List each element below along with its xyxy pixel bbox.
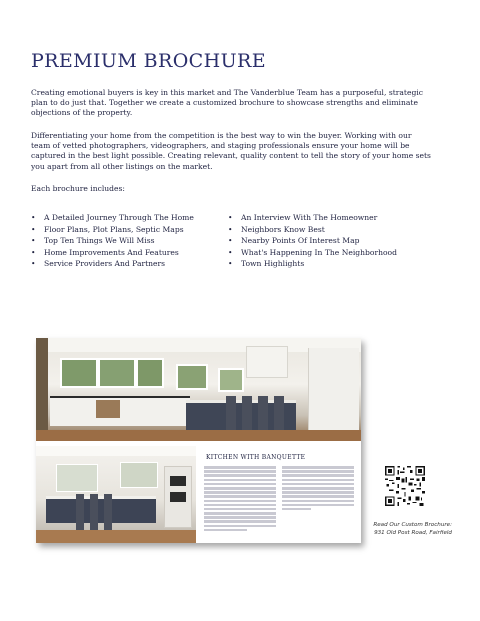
brochure-section-title: KITCHEN WITH BANQUETTE: [206, 454, 306, 461]
page-title: PREMIUM BROCHURE: [31, 50, 266, 72]
list-item: • Nearby Points Of Interest Map: [228, 236, 360, 246]
list-item: • Top Ten Things We Will Miss: [31, 236, 155, 246]
list-item: • Home Improvements And Features: [31, 247, 179, 257]
list-item: • Floor Plans, Plot Plans, Septic Maps: [31, 224, 184, 234]
banquette-photo: [36, 446, 196, 543]
differentiation-paragraph: Differentiating your home from the competition is the best way to win the buyer. Working with our team of vetted photographers, videographers, and staging professionals ensure your home will be captured in the best light possible. Creating relevant, quality content to tell the story of your home sets you apart from all other listings on the market.: [31, 131, 431, 171]
qr-caption-address: 931 Old Post Road, Fairfield: [374, 529, 452, 536]
brochure-sample-image: [36, 338, 361, 543]
intro-paragraph: Creating emotional buyers is key in this market and The Vanderblue Team has a purposeful, strategic plan to do just that. Together we create a customized brochure to showcase strengths and eliminate objections of the property.: [31, 88, 424, 118]
kitchen-photo: [36, 338, 361, 441]
brochure-body-text-right: [282, 466, 354, 512]
list-item: • A Detailed Journey Through The Home: [31, 213, 194, 222]
list-item: • Town Highlights: [228, 259, 305, 269]
brochure-features-list-left: [31, 212, 221, 270]
brochure-features-list-right: [228, 212, 398, 270]
qr-caption-line-1: Read Our Custom Brochure:: [373, 522, 452, 528]
list-item: • Service Providers And Partners: [31, 259, 166, 269]
list-item: • An Interview With The Homeowner: [228, 213, 378, 222]
qr-caption: [362, 522, 452, 537]
list-item: • What's Happening In The Neighborhood: [228, 247, 397, 257]
includes-lead-in: Each brochure includes:: [31, 184, 125, 193]
qr-code[interactable]: [385, 466, 425, 506]
brochure-body-text-left: [204, 466, 276, 533]
list-item: • Neighbors Know Best: [228, 224, 325, 234]
